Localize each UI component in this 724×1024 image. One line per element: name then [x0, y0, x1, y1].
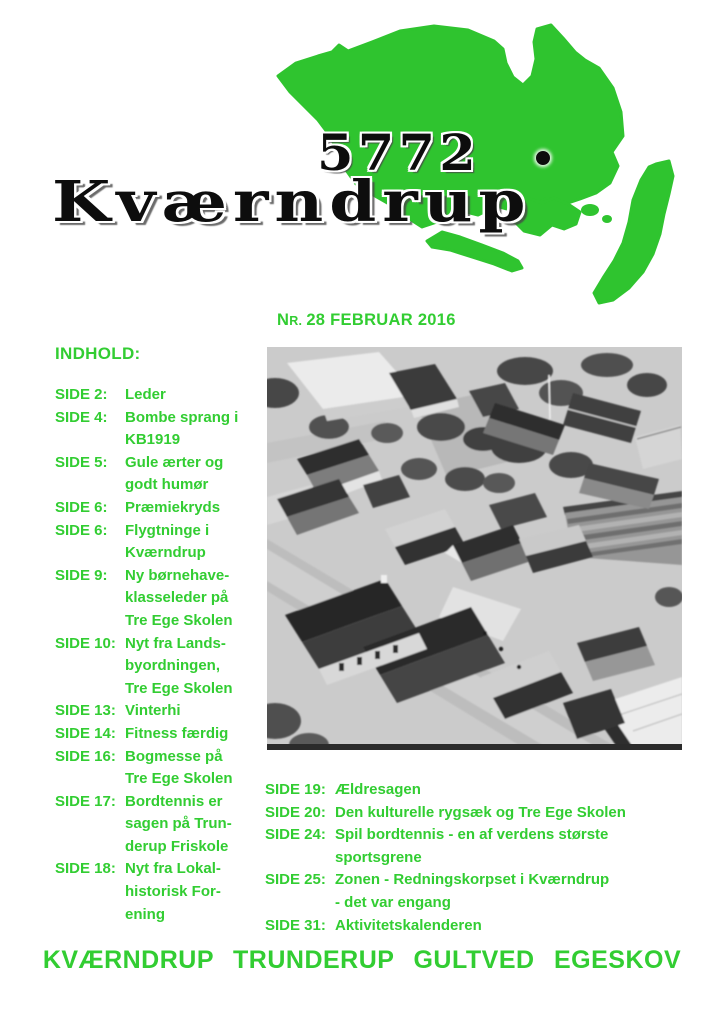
toc-right-column — [265, 779, 705, 937]
toc-entry-page-label: SIDE 18: — [55, 860, 116, 878]
toc-entry-line: Bordtennis er — [125, 792, 223, 810]
toc-entry-title — [335, 802, 705, 825]
toc-entry-title — [125, 700, 270, 723]
toc-entry-title — [125, 520, 270, 565]
postal-code: 5772 — [317, 123, 480, 182]
toc-entry — [55, 452, 270, 497]
issue-line — [277, 311, 456, 329]
toc-entry-title — [335, 915, 705, 938]
toc-entry — [55, 497, 270, 520]
toc-entry-line: Zonen - Redningskorpset i Kværndrup — [335, 871, 610, 889]
toc-entry-line: Ældresagen — [335, 781, 421, 798]
toc-entry-title — [125, 858, 270, 926]
toc-entry-line: Ny børnehave- — [125, 566, 230, 584]
toc-entry-line: Flygtninge i — [125, 521, 210, 539]
toc-entry-line: Gule ærter og — [125, 453, 224, 471]
toc-entry-page-label: SIDE 5: — [55, 453, 108, 471]
toc-entry-line: derup Friskole — [125, 837, 229, 855]
toc-entry-line: ening — [125, 905, 165, 923]
toc-entry-line: Kværndrup — [125, 544, 206, 562]
toc-entry — [55, 565, 270, 633]
aerial-photo-illustration — [267, 347, 682, 750]
toc-entry-title — [125, 723, 270, 746]
toc-entry-line: klasseleder på — [125, 589, 229, 607]
toc-entry-page-label: SIDE 4: — [55, 408, 108, 426]
toc-entry-line: Spil bordtennis - en af verdens største — [335, 826, 609, 844]
toc-entry — [55, 858, 270, 926]
toc-left-column — [55, 384, 270, 926]
toc-entry-line: Nyt fra Lokal- — [125, 860, 221, 878]
footer-banner: KVÆRNDRUP TRUNDERUP GULTVED EGESKOV — [42, 946, 682, 974]
toc-entry-line: Tre Ege Skolen — [125, 770, 233, 788]
toc-entry-page-label: SIDE 19: — [265, 781, 326, 798]
issue-date: 28 FEBRUAR 2016 — [306, 311, 456, 329]
toc-entry — [265, 802, 705, 825]
toc-entry-page-label: SIDE 6: — [55, 521, 108, 539]
toc-entry-page-label: SIDE 31: — [265, 916, 326, 934]
toc-entry-title — [125, 791, 270, 859]
toc-entry-line: godt humør — [125, 476, 209, 494]
toc-entry — [55, 407, 270, 452]
toc-entry-title — [125, 497, 270, 520]
toc-entry-title — [335, 779, 705, 802]
toc-entry — [55, 384, 270, 407]
toc-entry-title — [335, 824, 705, 869]
toc-entry-page-label: SIDE 6: — [55, 498, 108, 516]
toc-entry-line: Leder — [125, 386, 166, 403]
toc-entry-line: Bombe sprang i — [125, 408, 239, 426]
toc-entry-page-label: SIDE 13: — [55, 702, 116, 720]
toc-entry — [265, 869, 705, 914]
toc-entry — [55, 700, 270, 723]
toc-entry-page-label: SIDE 2: — [55, 386, 108, 403]
aeroe-island-shape — [427, 232, 522, 271]
toc-entry-line: - det var engang — [335, 893, 451, 911]
toc-entry — [265, 779, 705, 802]
toc-entry-line: historisk For- — [125, 883, 221, 901]
toc-entry-line: Den kulturelle rygsæk og Tre Ege Skolen — [335, 803, 626, 821]
toc-entry — [55, 791, 270, 859]
toc-heading: INDHOLD: — [55, 344, 141, 363]
thuroe-islet-shape — [581, 204, 599, 216]
toc-entry — [265, 915, 705, 938]
toc-entry-line: Fitness færdig — [125, 724, 229, 742]
toc-entry-page-label: SIDE 17: — [55, 792, 116, 810]
toc-entry-title — [125, 565, 270, 633]
issue-nr-small: R. — [289, 314, 303, 328]
toc-entry-line: Tre Ege Skolen — [125, 679, 233, 697]
toc-entry — [55, 633, 270, 701]
page-title-town: Kværndrup — [52, 169, 532, 235]
toc-entry-page-label: SIDE 16: — [55, 747, 116, 765]
toc-entry-title — [125, 633, 270, 701]
toc-entry-line: Aktivitetskalenderen — [335, 916, 482, 934]
toc-entry-line: Tre Ege Skolen — [125, 611, 233, 629]
toc-entry-page-label: SIDE 20: — [265, 803, 326, 821]
toc-entry — [55, 723, 270, 746]
toc-entry-page-label: SIDE 24: — [265, 826, 326, 844]
toc-entry — [55, 746, 270, 791]
toc-entry-line: sportsgrene — [335, 848, 422, 866]
toc-entry — [55, 520, 270, 565]
toc-entry-line: byordningen, — [125, 657, 220, 675]
toc-entry-line: Præmiekryds — [125, 498, 221, 516]
toc-entry-title — [335, 869, 705, 914]
location-marker-dot — [536, 151, 550, 165]
toc-entry-line: KB1919 — [125, 431, 181, 449]
issue-nr-large: N — [277, 311, 290, 329]
toc-entry-page-label: SIDE 9: — [55, 566, 108, 584]
toc-entry-line: sagen på Trun- — [125, 815, 232, 833]
toc-entry-title — [125, 452, 270, 497]
toc-entry-line: Bogmesse på — [125, 747, 223, 765]
toc-entry-title — [125, 746, 270, 791]
aerial-photo — [267, 347, 682, 750]
toc-entry-line: Vinterhi — [125, 702, 181, 720]
toc-entry-title — [125, 407, 270, 452]
toc-entry-title — [125, 384, 270, 407]
toc-entry — [265, 824, 705, 869]
toc-entry-line: Nyt fra Lands- — [125, 634, 226, 652]
toc-entry-page-label: SIDE 14: — [55, 724, 116, 742]
toc-entry-page-label: SIDE 25: — [265, 871, 326, 889]
toc-entry-page-label: SIDE 10: — [55, 634, 116, 652]
small-islet-shape — [602, 215, 612, 223]
